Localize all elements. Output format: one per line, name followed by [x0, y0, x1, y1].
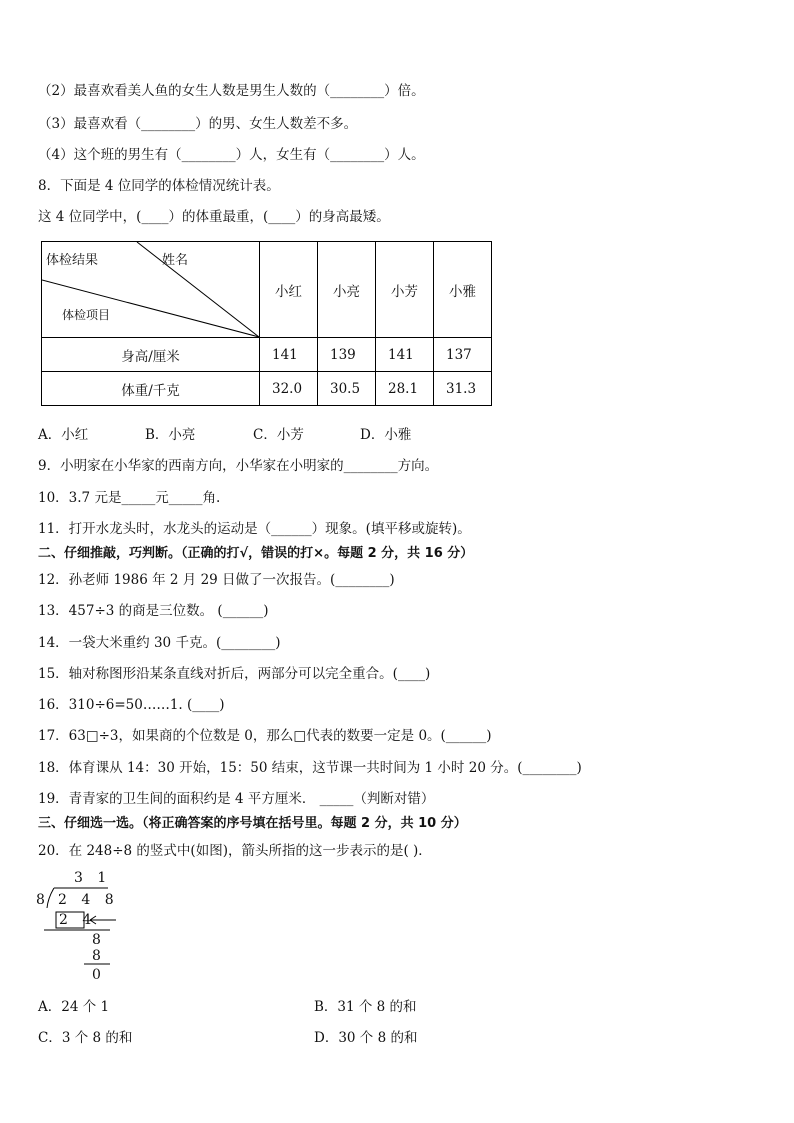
question-7-part-2: （2）最喜欢看美人鱼的女生人数是男生人数的（________）倍。 — [38, 83, 425, 99]
table-cell: 30.5 — [318, 372, 376, 406]
option-a: A．小红 — [38, 427, 89, 443]
option-b: B．小亮 — [145, 427, 196, 443]
question-18: 18．体育课从 14：30 开始，15：50 结束，这节课一共时间为 1 小时 20 分。(________) — [38, 760, 582, 776]
option-c: C．3 个 8 的和 — [38, 1030, 133, 1046]
health-check-table — [41, 241, 492, 406]
header-name-label: 姓名 — [162, 253, 189, 268]
question-8-subtext: 这 4 位同学中，(____）的体重最重，(____）的身高最矮。 — [38, 209, 390, 225]
division-step-3: 8 — [92, 948, 106, 964]
table-row — [42, 372, 492, 406]
option-b: B．31 个 8 的和 — [314, 999, 417, 1015]
table-cell: 32.0 — [260, 372, 318, 406]
row-label-weight: 体重/千克 — [42, 372, 260, 406]
section-2-heading: 二、仔细推敲，巧判断。（正确的打√，错误的打×。每题 2 分，共 16 分） — [38, 546, 474, 561]
table-header-name: 小亮 — [318, 242, 376, 338]
question-8: 8．下面是 4 位同学的体检情况统计表。 — [38, 178, 280, 194]
table-cell: 141 — [376, 338, 434, 372]
table-cell: 141 — [260, 338, 318, 372]
section-3-heading: 三、仔细选一选。（将正确答案的序号填在括号里。每题 2 分，共 10 分） — [38, 816, 467, 831]
option-c: C．小芳 — [253, 427, 304, 443]
remainder: 0 — [92, 967, 106, 983]
question-19: 19．青青家的卫生间的面积约是 4 平方厘米． _____（判断对错） — [38, 791, 435, 807]
table-cell: 139 — [318, 338, 376, 372]
question-7-part-4: （4）这个班的男生有（________）人，女生有（________）人。 — [38, 147, 425, 163]
table-cell: 28.1 — [376, 372, 434, 406]
question-8-options — [38, 426, 758, 446]
question-7-part-3: （3）最喜欢看（________）的男、女生人数差不多。 — [38, 116, 358, 132]
question-16: 16．310÷6=50……1. (____) — [38, 697, 225, 713]
table-diagonal-header — [42, 242, 260, 338]
question-9: 9．小明家在小华家的西南方向，小华家在小明家的________方向。 — [38, 458, 439, 474]
table-cell: 31.3 — [434, 372, 492, 406]
header-item-label: 体检项目 — [62, 308, 111, 322]
option-d: D．30 个 8 的和 — [314, 1030, 418, 1046]
option-a: A．24 个 1 — [38, 999, 110, 1015]
header-result-label: 体检结果 — [46, 253, 99, 268]
row-label-height: 身高/厘米 — [42, 338, 260, 372]
divisor: 8 — [36, 892, 50, 908]
division-step-2: 8 — [92, 932, 106, 948]
division-step-1: 2 4 — [59, 912, 97, 928]
question-17: 17．63□÷3，如果商的个位数是 0，那么□代表的数要一定是 0。(______) — [38, 728, 492, 744]
question-12: 12．孙老师 1986 年 2 月 29 日做了一次报告。(________) — [38, 572, 395, 588]
question-20-options — [38, 998, 758, 1060]
question-15: 15．轴对称图形沿某条直线对折后，两部分可以完全重合。(____) — [38, 666, 431, 682]
table-header-name: 小雅 — [434, 242, 492, 338]
long-division-figure — [34, 870, 124, 985]
question-20: 20．在 248÷8 的竖式中(如图)，箭头所指的这一步表示的是( )． — [38, 843, 432, 859]
table-row — [42, 338, 492, 372]
question-11: 11．打开水龙头时，水龙头的运动是（______）现象。(填平移或旋转)。 — [38, 521, 471, 537]
option-d: D．小雅 — [360, 427, 412, 443]
dividend: 2 4 8 — [58, 892, 119, 908]
table-cell: 137 — [434, 338, 492, 372]
question-10: 10．3.7 元是_____元_____角. — [38, 490, 221, 506]
quotient: 3 1 — [74, 870, 112, 886]
question-13: 13．457÷3 的商是三位数。 (______) — [38, 603, 269, 619]
table-header-name: 小红 — [260, 242, 318, 338]
table-header-name: 小芳 — [376, 242, 434, 338]
question-14: 14．一袋大米重约 30 千克。(________) — [38, 635, 281, 651]
